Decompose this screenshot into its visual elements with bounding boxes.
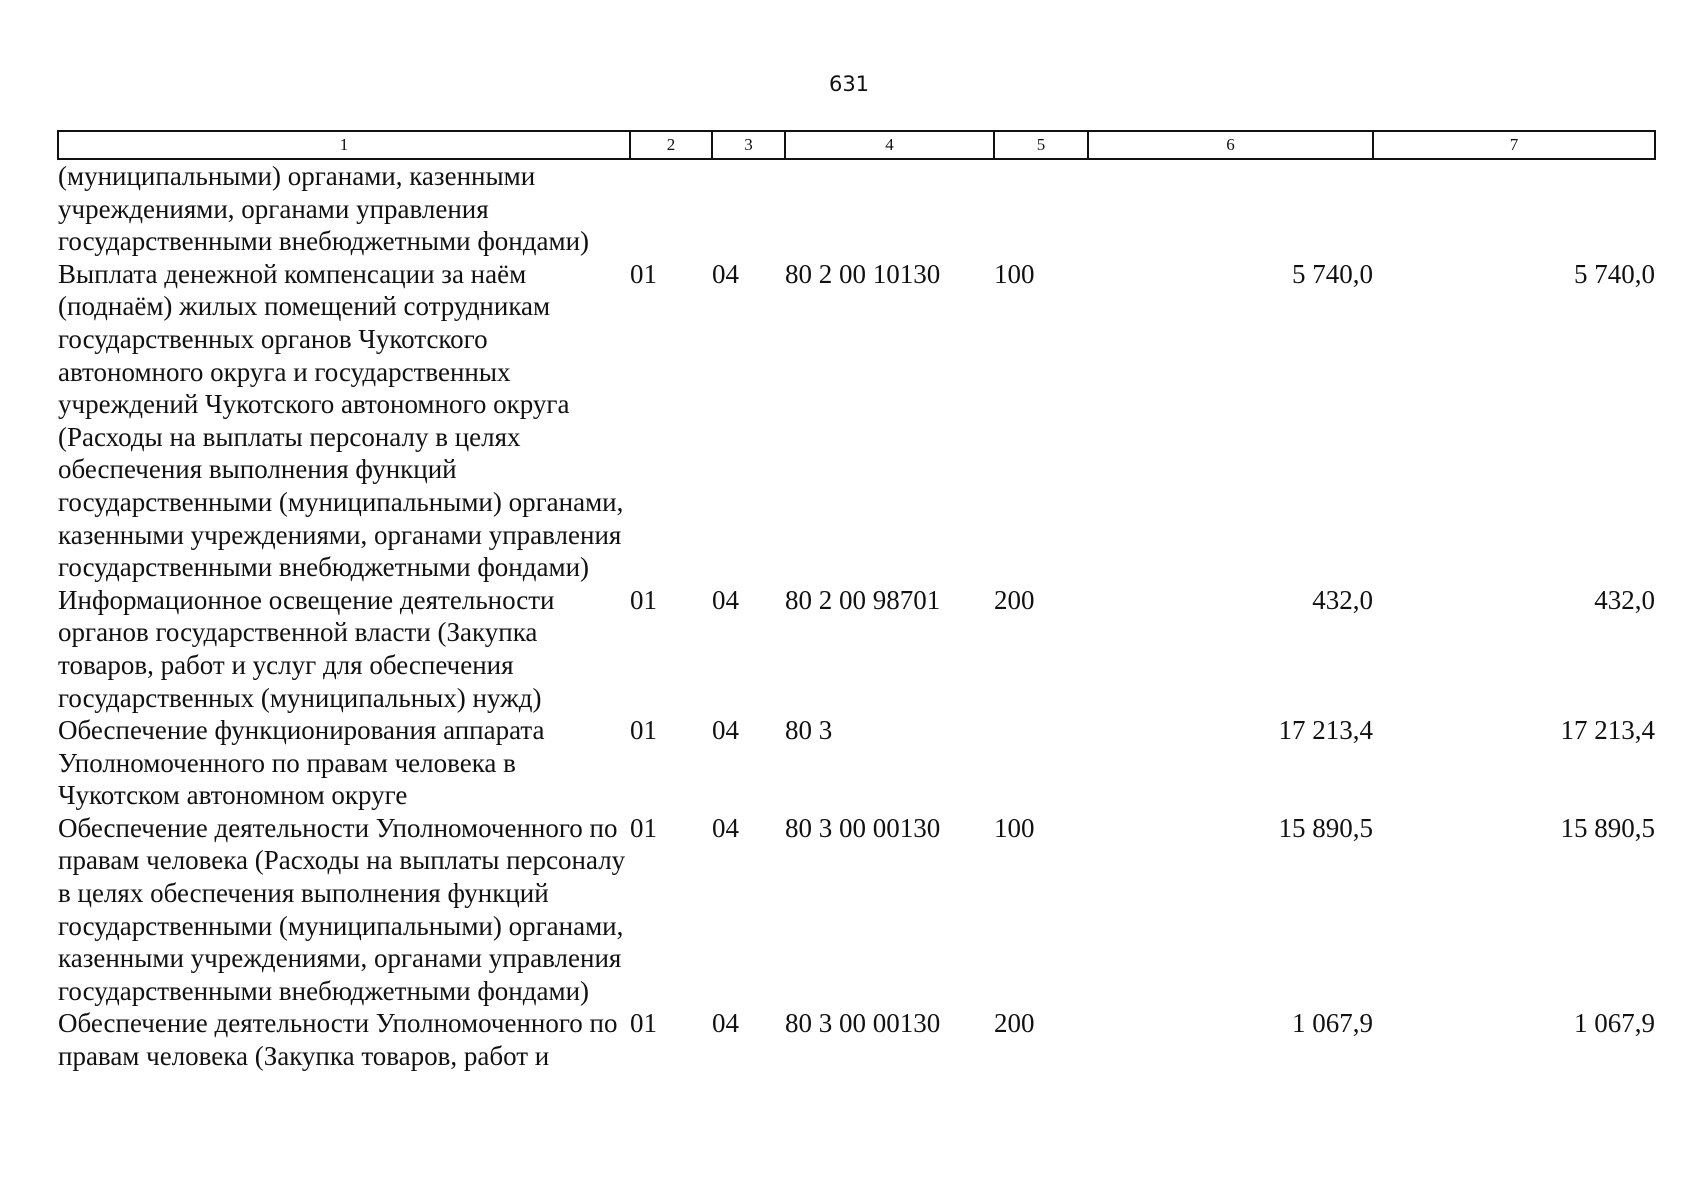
table-row <box>58 714 1655 812</box>
table-row <box>58 258 1655 584</box>
subsection-code: 04 <box>712 1008 739 1039</box>
amount-col6: 17 213,4 <box>1278 715 1373 746</box>
expense-name: Информационное освещение деятельности органов государственной власти (Закупка товаров, работ и услуг для обеспечения государственных (муниципальных) нужд) <box>58 584 555 713</box>
amount-col6: 5 740,0 <box>1292 258 1373 289</box>
expense-type-code: 200 <box>994 584 1035 615</box>
column-number-header: 7 <box>1373 131 1655 159</box>
target-article-code: 80 2 00 98701 <box>785 584 941 615</box>
expense-name: Выплата денежной компенсации за наём (поднаём) жилых помещений сотрудникам государственных органов Чукотского автономного округа и государственных учреждений Чукотского автономного округа (Расходы на выплаты персоналу в целях обеспечения выполнения функций государственными (муниципальными) органами, казенными учреждениями, органами управления государственными внебюджетными фондами) <box>58 258 624 583</box>
budget-table <box>57 130 1656 1073</box>
column-number-header: 2 <box>630 131 712 159</box>
expense-type-code: 100 <box>994 258 1035 289</box>
amount-col7: 15 890,5 <box>1560 812 1655 843</box>
section-code: 01 <box>630 584 657 615</box>
expense-type-code: 100 <box>994 812 1035 843</box>
column-number-header: 3 <box>712 131 785 159</box>
column-number-header: 5 <box>994 131 1088 159</box>
section-code: 01 <box>630 1008 657 1039</box>
amount-col6: 15 890,5 <box>1278 812 1373 843</box>
expense-type-code <box>994 159 1088 258</box>
target-article-code: 80 2 00 10130 <box>785 258 941 289</box>
page-number: 631 <box>828 72 870 96</box>
section-code: 01 <box>630 715 657 746</box>
amount-col7: 432,0 <box>1594 584 1655 615</box>
section-code: 01 <box>630 812 657 843</box>
target-article-code: 80 3 00 00130 <box>785 1008 941 1039</box>
expense-name: (муниципальными) органами, казенными учреждениями, органами управления государственными внебюджетными фондами) <box>58 161 590 257</box>
column-number-header: 6 <box>1088 131 1373 159</box>
expense-name: Обеспечение деятельности Уполномоченного по правам человека (Закупка товаров, работ и <box>58 1008 618 1072</box>
table-row <box>58 812 1655 1008</box>
table-row <box>58 1007 1655 1072</box>
section-code <box>630 159 712 258</box>
expense-type-code <box>994 714 1088 812</box>
subsection-code: 04 <box>712 812 739 843</box>
target-article-code <box>785 159 994 258</box>
amount-col6: 1 067,9 <box>1292 1008 1373 1039</box>
column-number-header: 4 <box>785 131 994 159</box>
target-article-code: 80 3 <box>785 715 833 746</box>
subsection-code: 04 <box>712 584 739 615</box>
amount-col6 <box>1088 159 1373 258</box>
amount-col7 <box>1373 159 1655 258</box>
table-row <box>58 159 1655 258</box>
subsection-code: 04 <box>712 715 739 746</box>
target-article-code: 80 3 00 00130 <box>785 812 941 843</box>
amount-col7: 17 213,4 <box>1560 715 1655 746</box>
amount-col7: 1 067,9 <box>1574 1008 1655 1039</box>
column-number-row <box>58 131 1655 159</box>
expense-type-code: 200 <box>994 1008 1035 1039</box>
amount-col7: 5 740,0 <box>1574 258 1655 289</box>
column-number-header: 1 <box>58 131 630 159</box>
subsection-code: 04 <box>712 258 739 289</box>
expense-name: Обеспечение функционирования аппарата Уполномоченного по правам человека в Чукотском автономном округе <box>58 715 545 811</box>
expense-name: Обеспечение деятельности Уполномоченного по правам человека (Расходы на выплаты персоналу в целях обеспечения выполнения функций государственными (муниципальными) органами, казенными учреждениями, органами управления государственными внебюджетными фондами) <box>58 812 626 1006</box>
table-row <box>58 584 1655 714</box>
section-code: 01 <box>630 258 657 289</box>
amount-col6: 432,0 <box>1312 584 1373 615</box>
subsection-code <box>712 159 785 258</box>
